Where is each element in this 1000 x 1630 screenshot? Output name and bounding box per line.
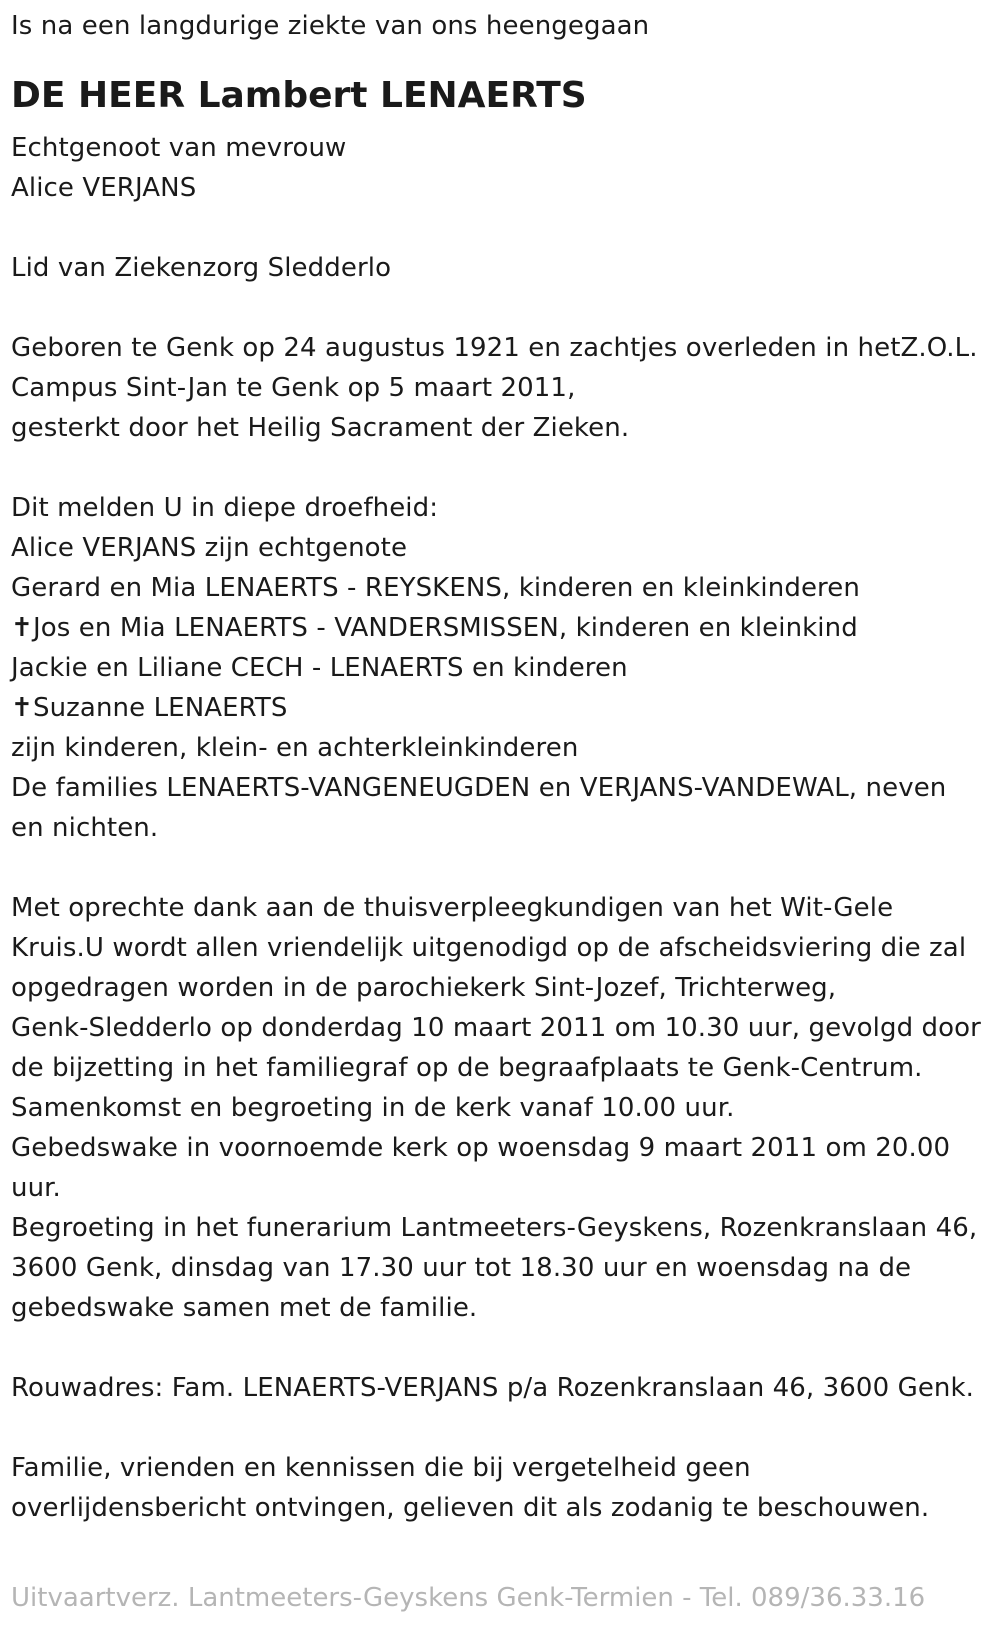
spacer xyxy=(11,288,996,328)
family-member-text: Suzanne LENAERTS xyxy=(33,693,288,723)
ceremony-line: Begroeting in het funerarium Lantmeeters-Geyskens, Rozenkranslaan 46, xyxy=(11,1213,978,1243)
ceremony-line: gebedswake samen met de familie. xyxy=(11,1293,478,1323)
family-member: Alice VERJANS zijn echtgenote xyxy=(11,533,408,563)
ceremony-line: Genk-Sledderlo op donderdag 10 maart 2011 om 10.30 uur, gevolgd door xyxy=(11,1013,981,1043)
ceremony-line: Gebedswake in voornoemde kerk op woensdag 9 maart 2011 om 20.00 xyxy=(11,1133,951,1163)
ceremony-line: Samenkomst en begroeting in de kerk vanaf 10.00 uur. xyxy=(11,1093,735,1123)
spacer xyxy=(11,448,996,488)
ceremony-line: uur. xyxy=(11,1173,61,1203)
spacer xyxy=(11,1328,996,1368)
family-member: De families LENAERTS-VANGENEUGDEN en VERJANS-VANDEWAL, neven xyxy=(11,773,947,803)
cross-icon: ✝ xyxy=(11,693,33,723)
notice-line-1: Familie, vrienden en kennissen die bij vergetelheid geen xyxy=(11,1453,751,1483)
family-member: en nichten. xyxy=(11,813,159,843)
spouse-line-1: Echtgenoot van mevrouw xyxy=(11,133,347,163)
spacer xyxy=(11,1408,996,1448)
birth-death-line-2: Campus Sint-Jan te Genk op 5 maart 2011, xyxy=(11,373,576,403)
funeral-home-footer: Uitvaartverz. Lantmeeters-Geyskens Genk-Termien - Tel. 089/36.33.16 xyxy=(11,1583,926,1613)
spacer xyxy=(11,848,996,888)
spouse-line-2: Alice VERJANS xyxy=(11,173,197,203)
family-member: Jackie en Liliane CECH - LENAERTS en kinderen xyxy=(11,653,628,683)
ceremony-line: 3600 Genk, dinsdag van 17.30 uur tot 18.30 uur en woensdag na de xyxy=(11,1253,912,1283)
family-member-deceased xyxy=(11,688,996,728)
ceremony-line: Met oprechte dank aan de thuisverpleegkundigen van het Wit-Gele xyxy=(11,893,894,923)
membership-text: Lid van Ziekenzorg Sledderlo xyxy=(11,253,392,283)
notice-line-2: overlijdensbericht ontvingen, gelieven dit als zodanig te beschouwen. xyxy=(11,1493,930,1523)
intro-text: Is na een langdurige ziekte van ons heengegaan xyxy=(11,11,650,41)
cross-icon: ✝ xyxy=(11,613,33,643)
mourning-address: Rouwadres: Fam. LENAERTS-VERJANS p/a Rozenkranslaan 46, 3600 Genk. xyxy=(11,1373,975,1403)
family-member: Gerard en Mia LENAERTS - REYSKENS, kinderen en kleinkinderen xyxy=(11,573,860,603)
family-member-deceased xyxy=(11,608,996,648)
ceremony-line: de bijzetting in het familiegraf op de begraafplaats te Genk-Centrum. xyxy=(11,1053,923,1083)
deceased-name-heading: DE HEER Lambert LENAERTS xyxy=(11,75,587,116)
family-intro: Dit melden U in diepe droefheid: xyxy=(11,493,439,523)
ceremony-line: Kruis.U wordt allen vriendelijk uitgenodigd op de afscheidsviering die zal xyxy=(11,933,967,963)
birth-death-line-1: Geboren te Genk op 24 augustus 1921 en zachtjes overleden in hetZ.O.L. xyxy=(11,333,978,363)
birth-death-line-3: gesterkt door het Heilig Sacrament der Zieken. xyxy=(11,413,630,443)
obituary-notice xyxy=(11,0,996,1528)
family-member: zijn kinderen, klein- en achterkleinkinderen xyxy=(11,733,579,763)
family-member-text: Jos en Mia LENAERTS - VANDERSMISSEN, kinderen en kleinkind xyxy=(33,613,858,643)
spacer xyxy=(11,208,996,248)
ceremony-line: opgedragen worden in de parochiekerk Sint-Jozef, Trichterweg, xyxy=(11,973,837,1003)
